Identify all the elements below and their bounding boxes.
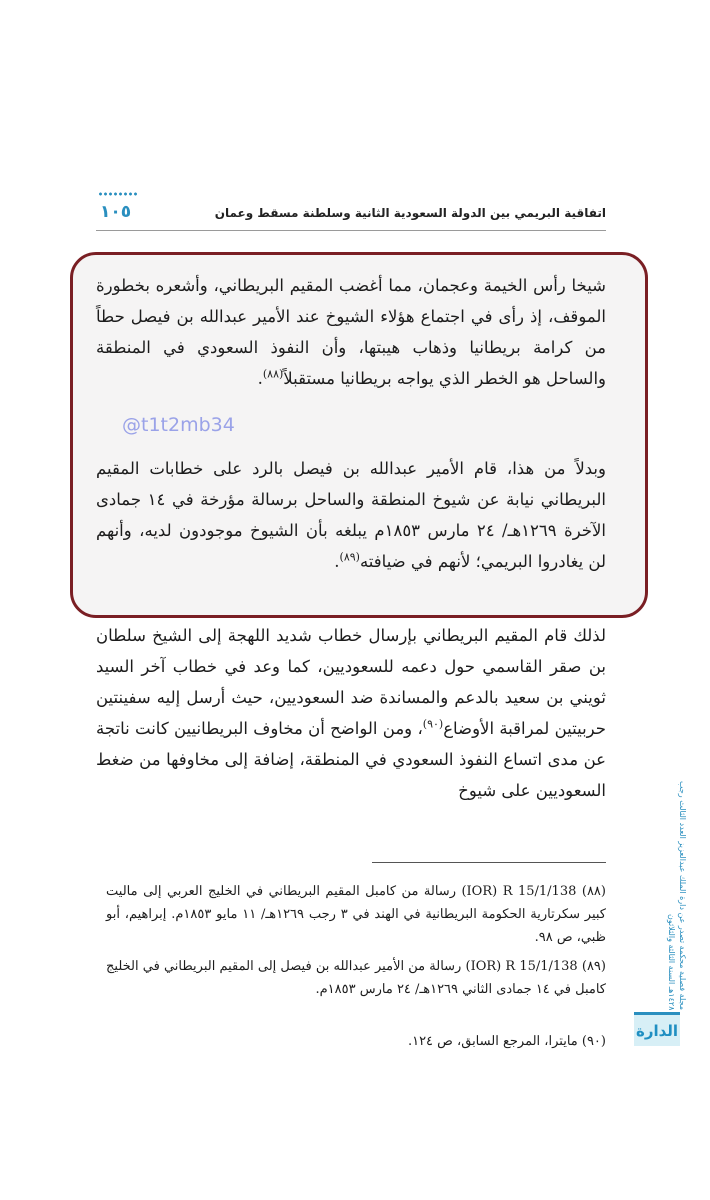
footnote-ref-88[interactable]: (٨٨) (262, 367, 284, 381)
footnote-ref-89[interactable]: (٨٩) (339, 550, 360, 564)
journal-side-text: مجلة فصلية محكمة تصدر عن دارة الملك عبدالعزيز العدد الثالث رجب ١٤٢٨هـ السنة الثالثة والثلاثون (667, 780, 687, 1010)
paragraph-1-text: شيخا رأس الخيمة وعجمان، مما أغضب المقيم البريطاني، وأشعره بخطورة الموقف، إذ رأى في اجتماع هؤلاء الشيوخ عند الأمير عبدالله بن فيصل حطاً من كرامة بريطانيا وذهاب هيبتها، وأن النفوذ السعودي في المنطقة والساحل هو الخطر الذي يواجه بريطانيا مستقبلاً (96, 276, 606, 388)
paragraph-1-end: . (257, 369, 263, 388)
running-header-title: اتفاقية البريمي بين الدولة السعودية الثانية وسلطنة مسقط وعمان (214, 206, 606, 220)
paragraph-1 (96, 270, 606, 394)
footnote-90: (٩٠) مايترا، المرجع السابق، ص ١٢٤. (407, 1034, 606, 1049)
footnote-89: (٨٩) IOR) R 15/1/138) رسالة من الأمير عبدالله بن فيصل إلى المقيم البريطاني في الخليج كامبل في ١٤ جمادى الثاني ١٢٦٩هـ/ ٢٤ مارس ١٨٥٣م. (106, 959, 606, 997)
paragraph-3-text-a: لذلك قام المقيم البريطاني بإرسال خطاب شديد اللهجة إلى الشيخ سلطان بن صقر القاسمي حول دعمه للسعوديين، كما وعد في خطاب آخر السيد ثويني بن سعيد بالدعم والمساندة ضد السعوديين، حيث أرسل إليه سفينتين حربيتين لمراقبة الأوضاع (96, 626, 606, 738)
paragraph-2-end: . (334, 552, 340, 571)
journal-logo-icon: الدارة (634, 1012, 680, 1046)
paragraph-3-text-b: ، ومن الواضح أن مخاوف البريطانيين كانت ناتجة عن مدى اتساع النفوذ السعودي في المنطقة، إضافة إلى مخاوفها من ضغط السعوديين على شيوخ (96, 719, 606, 800)
header-dots-decoration (98, 192, 138, 196)
paragraph-2 (96, 453, 606, 577)
footnote-88: (٨٨) IOR) R 15/1/138) رسالة من كامبل المقيم البريطاني في الخليج العربي إلى ماليت كبير سكرتارية الحكومة البريطانية في الهند في ٣ رجب ١٢٦٩هـ/ ١١ مايو ١٨٥٣م. إبراهيم، أبو ظبي، ص ٩٨. (106, 884, 606, 945)
footnote-ref-90[interactable]: (٩٠) (422, 717, 444, 731)
page-number: ١٠٥ (100, 202, 132, 222)
footnote-divider (372, 862, 606, 863)
watermark-handle: @t1t2mb34 (122, 414, 235, 436)
running-header (96, 200, 606, 231)
paragraph-2-text: وبدلاً من هذا، قام الأمير عبدالله بن فيصل بالرد على خطابات المقيم البريطاني نيابة عن شيوخ المنطقة والساحل برسالة مؤرخة في ١٤ جمادى الآخرة ١٢٦٩هـ/ ٢٤ مارس ١٨٥٣م يبلغه بأن الشيوخ موجودون لديه، وأنهم لن يغادروا البريمي؛ لأنهم في ضيافته (96, 459, 607, 571)
paragraph-3 (96, 620, 606, 806)
